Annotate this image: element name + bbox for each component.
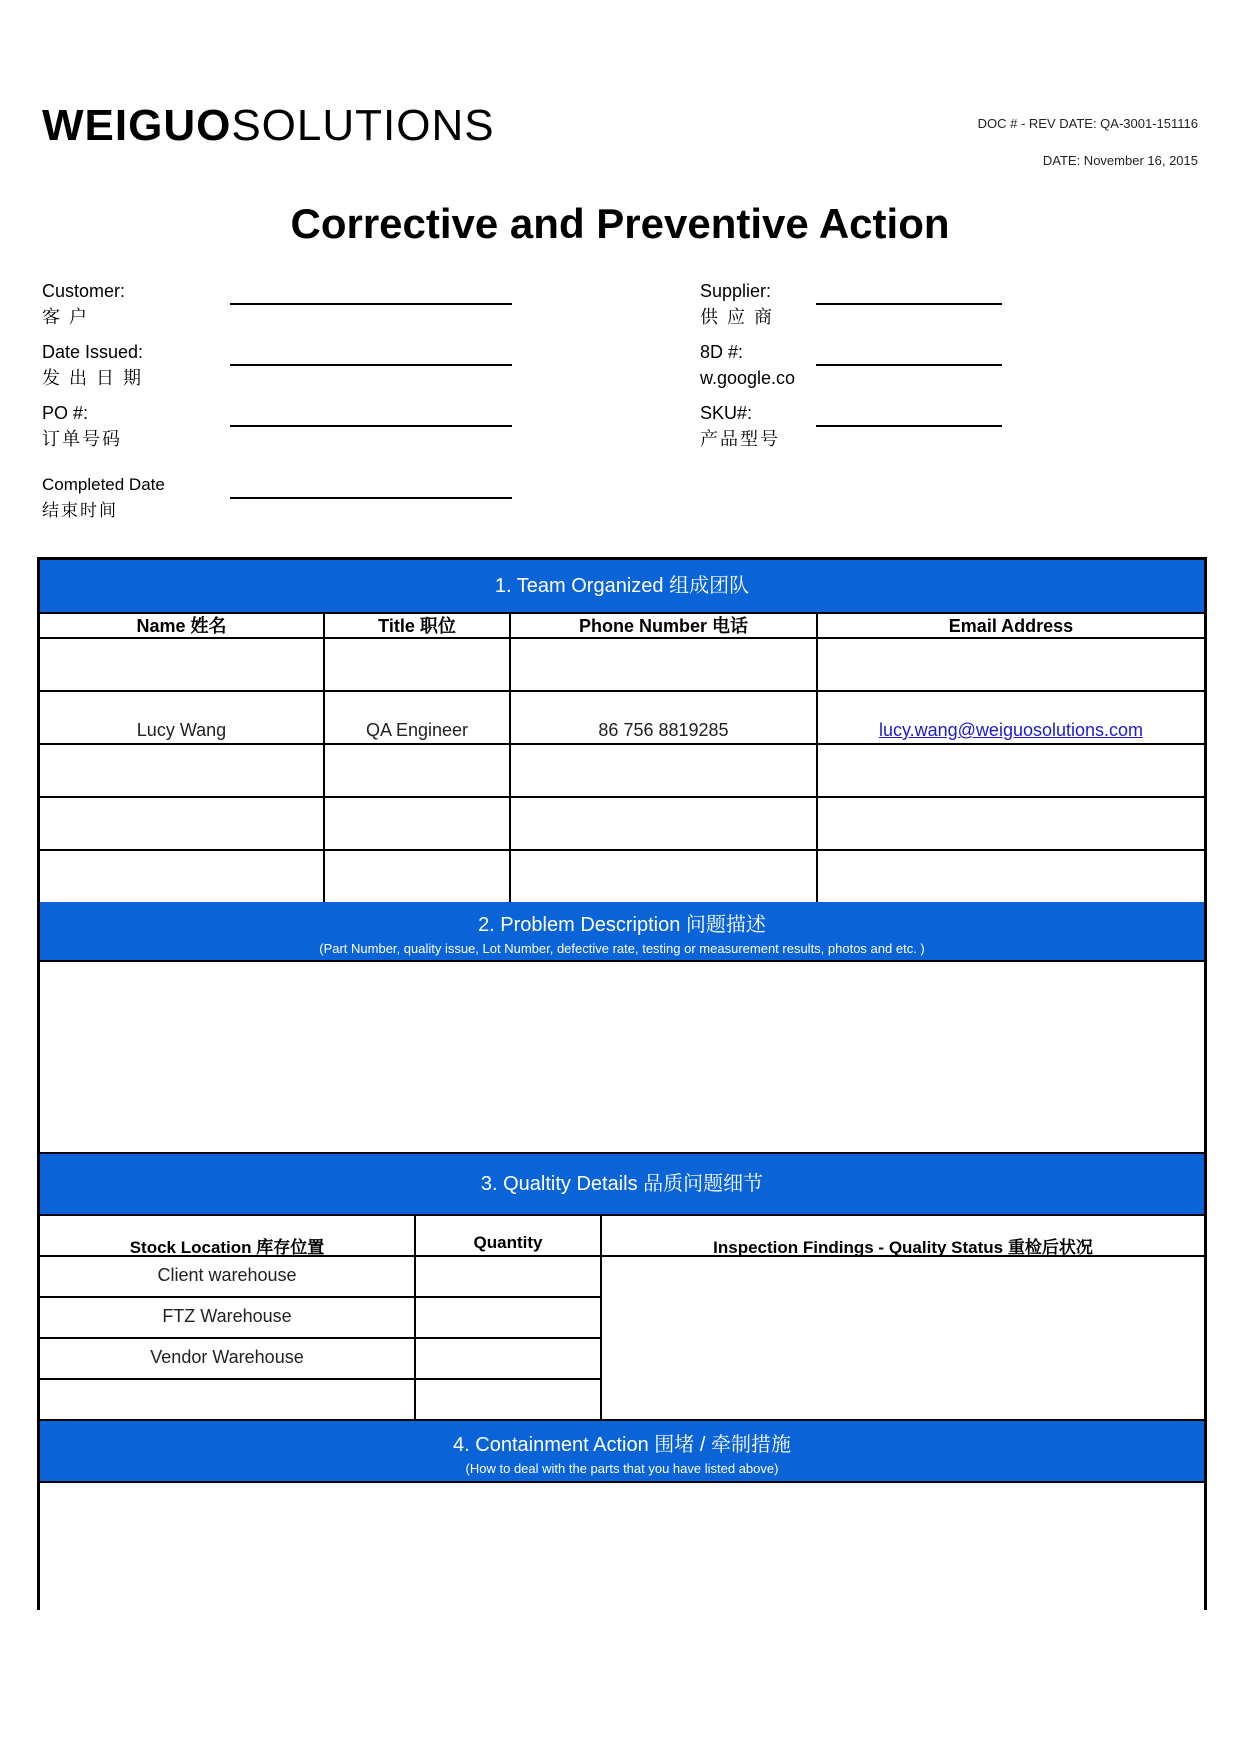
company-logo <box>42 101 495 150</box>
supplier-label <box>700 278 774 330</box>
member-phone: 86 756 8819285 <box>598 720 729 740</box>
section1-header <box>40 560 1204 612</box>
po-label-en: PO #: <box>42 403 89 423</box>
member-title: QA Engineer <box>365 720 469 740</box>
completed-date-label-en: Completed Date <box>42 475 165 494</box>
table-line <box>40 743 1204 745</box>
table-line <box>40 1378 602 1380</box>
col-email-header: Email Address <box>948 616 1074 636</box>
8d-label <box>700 339 795 391</box>
table-line <box>816 612 818 902</box>
logo-light-text: SOLUTIONS <box>231 101 495 150</box>
table-line <box>40 1337 602 1339</box>
customer-label-zh: 客 户 <box>42 307 90 327</box>
member-name: Lucy Wang <box>136 720 227 740</box>
section1-title: 1. Team Organized 组成团队 <box>494 575 750 597</box>
section2-title: 2. Problem Description 问题描述 <box>478 914 766 936</box>
table-line <box>323 612 325 902</box>
location-vendor: Vendor Warehouse <box>150 1347 304 1367</box>
8d-label-en: 8D #: <box>700 342 744 362</box>
section4-subtitle: (How to deal with the parts that you have listed above) <box>465 1461 779 1476</box>
customer-field[interactable] <box>230 303 512 305</box>
page-title: Corrective and Preventive Action <box>290 200 950 247</box>
supplier-field[interactable] <box>816 303 1002 305</box>
member-email-cell <box>818 720 1204 741</box>
section3-header <box>40 1154 1204 1214</box>
8d-field[interactable] <box>816 364 1002 366</box>
table-line <box>40 849 1204 851</box>
containment-action-area[interactable] <box>40 1483 1204 1610</box>
date-issued-field[interactable] <box>230 364 512 366</box>
logo-bold-text: WEIGUO <box>42 101 232 150</box>
location-client: Client warehouse <box>157 1265 297 1285</box>
table-line <box>40 796 1204 798</box>
section3-title: 3. Qualtity Details 品质问题细节 <box>480 1173 764 1195</box>
doc-date: DATE: November 16, 2015 <box>1042 153 1198 168</box>
sku-field[interactable] <box>816 425 1002 427</box>
date-issued-label-zh: 发 出 日 期 <box>42 368 144 388</box>
section2-header <box>40 902 1204 960</box>
section4-header <box>40 1421 1204 1481</box>
location-ftz: FTZ Warehouse <box>162 1306 292 1326</box>
customer-label <box>42 278 125 330</box>
completed-date-field[interactable] <box>230 497 512 499</box>
col-location-header: Stock Location 库存位置 <box>129 1238 325 1257</box>
capa-form <box>37 557 1207 1610</box>
sku-label-zh: 产品型号 <box>700 429 780 449</box>
col-name-header: Name 姓名 <box>136 616 227 636</box>
po-label-zh: 订单号码 <box>42 429 122 449</box>
member-email-link[interactable]: lucy.wang@weiguosolutions.com <box>878 720 1144 740</box>
table-line <box>40 690 1204 692</box>
po-label <box>42 400 122 452</box>
completed-date-label <box>42 472 165 524</box>
table-line <box>40 1214 1204 1216</box>
sku-label-en: SKU#: <box>700 403 753 423</box>
customer-label-en: Customer: <box>42 281 126 301</box>
po-field[interactable] <box>230 425 512 427</box>
completed-date-label-zh: 结束时间 <box>42 501 118 520</box>
doc-ref: DOC # - REV DATE: QA-3001-151116 <box>977 116 1198 131</box>
section4-title: 4. Containment Action 围堵 / 牵制措施 <box>453 1434 791 1456</box>
table-line <box>40 637 1204 639</box>
date-issued-label-en: Date Issued: <box>42 342 144 362</box>
section2-subtitle: (Part Number, quality issue, Lot Number, defective rate, testing or measurement results, photos and etc. ) <box>319 941 925 956</box>
sku-label <box>700 400 780 452</box>
table-line <box>40 612 1204 614</box>
8d-value: w.google.co <box>700 368 796 388</box>
col-findings-header: Inspection Findings - Quality Status 重检后状况 <box>713 1238 1093 1257</box>
table-line <box>509 612 511 902</box>
date-issued-label <box>42 339 143 391</box>
col-title-header: Title 职位 <box>378 616 456 636</box>
problem-description-area[interactable] <box>40 962 1204 1152</box>
supplier-label-zh: 供 应 商 <box>700 307 775 327</box>
table-line <box>40 1296 602 1298</box>
supplier-label-en: Supplier: <box>700 281 772 301</box>
col-phone-header: Phone Number 电话 <box>578 616 748 636</box>
col-quantity-header: Quantity <box>473 1233 543 1252</box>
